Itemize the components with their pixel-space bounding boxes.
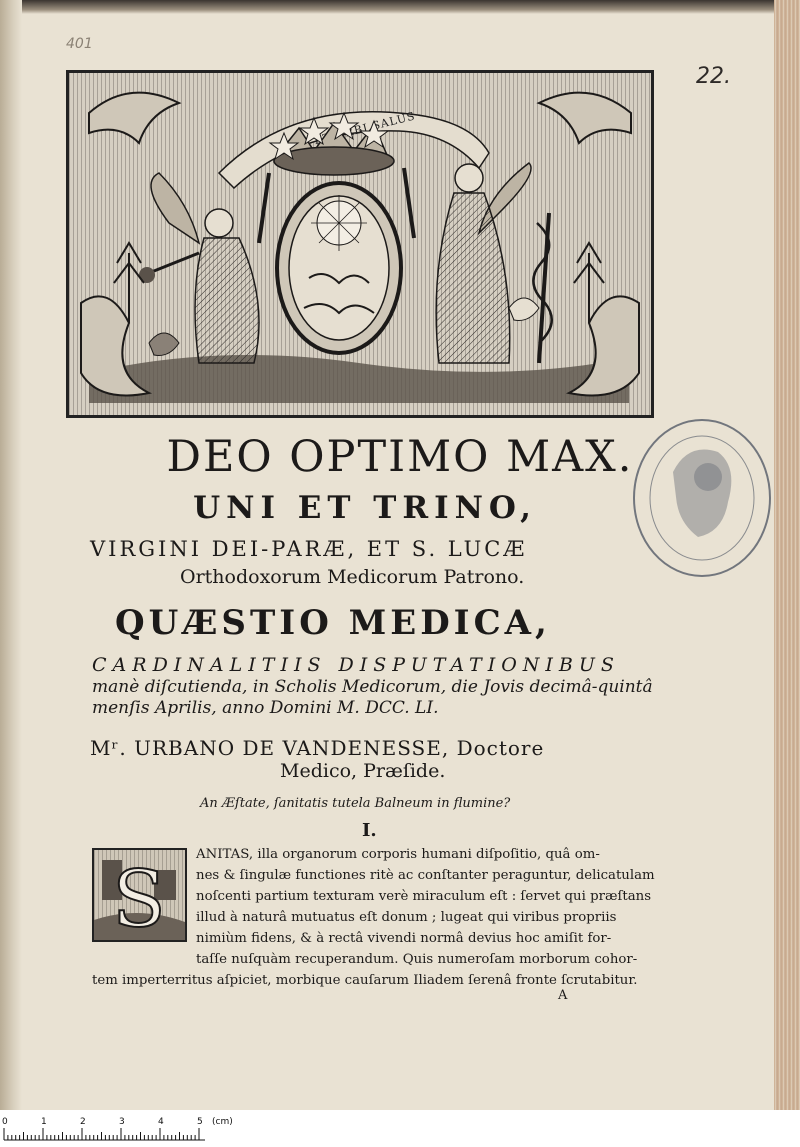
body-line-1: ANITAS, illa organorum corporis humani diſpoſitio, quâ om-: [196, 847, 600, 862]
ruler-unit: (cm): [212, 1117, 233, 1127]
dedication-line-3: VIRGINI DEI-PARÆ, ET S. LUCÆ: [90, 537, 528, 561]
banner-motto: ORBI SALUS: [333, 109, 417, 142]
body-line-2: nes & ſingulæ functiones ritè ac conſtanter peraguntur, delicatulam: [196, 868, 655, 883]
pencil-shelf-note: 401: [66, 36, 93, 52]
question-heading: QUÆSTIO MEDICA,: [115, 603, 551, 643]
ruler-label-3: 3: [119, 1117, 125, 1127]
folio-number: 22.: [696, 64, 731, 89]
scale-ruler: [0, 1110, 800, 1147]
thesis-question: An Æſtate, ſanitatis tutela Balneum in flumine?: [200, 796, 511, 811]
decorated-initial-s: [92, 848, 187, 942]
gutter-shadow: [0, 0, 22, 1110]
initial-illustration: [94, 850, 185, 940]
disputation-line: CARDINALITIIS DISPUTATIONIBUS: [92, 654, 620, 676]
body-line-5: nimiùm fidens, & à rectâ vivendi normâ devius hoc amiſit for-: [196, 931, 612, 946]
page-edges: [774, 0, 800, 1110]
ruler-label-2: 2: [80, 1117, 86, 1127]
dedication-line-2: UNI ET TRINO,: [193, 490, 537, 526]
dedication-title: DEO OPTIMO MAX.: [166, 432, 634, 482]
body-line-7: tem imperterritus aſpiciet, morbique cauſarum Iliadem ſerenâ fronte ſcrutabitur.: [92, 973, 638, 988]
body-line-6: taſſe nuſquàm recuperandum. Quis numeroſam morborum cohor-: [196, 952, 638, 967]
president-line: Mʳ. URBANO DE VANDENESSE, Doctore: [90, 736, 545, 760]
signature-mark: A: [558, 988, 568, 1003]
body-line-4: illud à naturâ mutuatus eſt donum ; lugeat qui viribus propriis: [196, 910, 617, 925]
dedication-line-4: Orthodoxorum Medicorum Patrono.: [180, 566, 525, 588]
ruler-label-0: 0: [2, 1117, 8, 1127]
svg-text:S: S: [112, 855, 166, 940]
top-edge: [0, 0, 800, 14]
section-numeral: I.: [362, 820, 377, 841]
ruler-label-4: 4: [158, 1117, 164, 1127]
body-line-3: noſcenti partium texturam verè miraculum eſt : ſervet qui præſtans: [196, 889, 652, 904]
schedule-line: manè diſcutienda, in Scholis Medicorum, die Jovis decimâ-quintâ: [92, 677, 653, 697]
president-title: Medico, Præſide.: [280, 760, 446, 782]
ruler-graphic: [0, 1110, 800, 1147]
ruler-label-1: 1: [41, 1117, 47, 1127]
engraving-illustration: [69, 73, 651, 415]
date-line: menſis Aprilis, anno Domini M. DCC. LI.: [92, 698, 439, 718]
ruler-label-5: 5: [197, 1117, 203, 1127]
engraved-headpiece: [66, 70, 654, 418]
